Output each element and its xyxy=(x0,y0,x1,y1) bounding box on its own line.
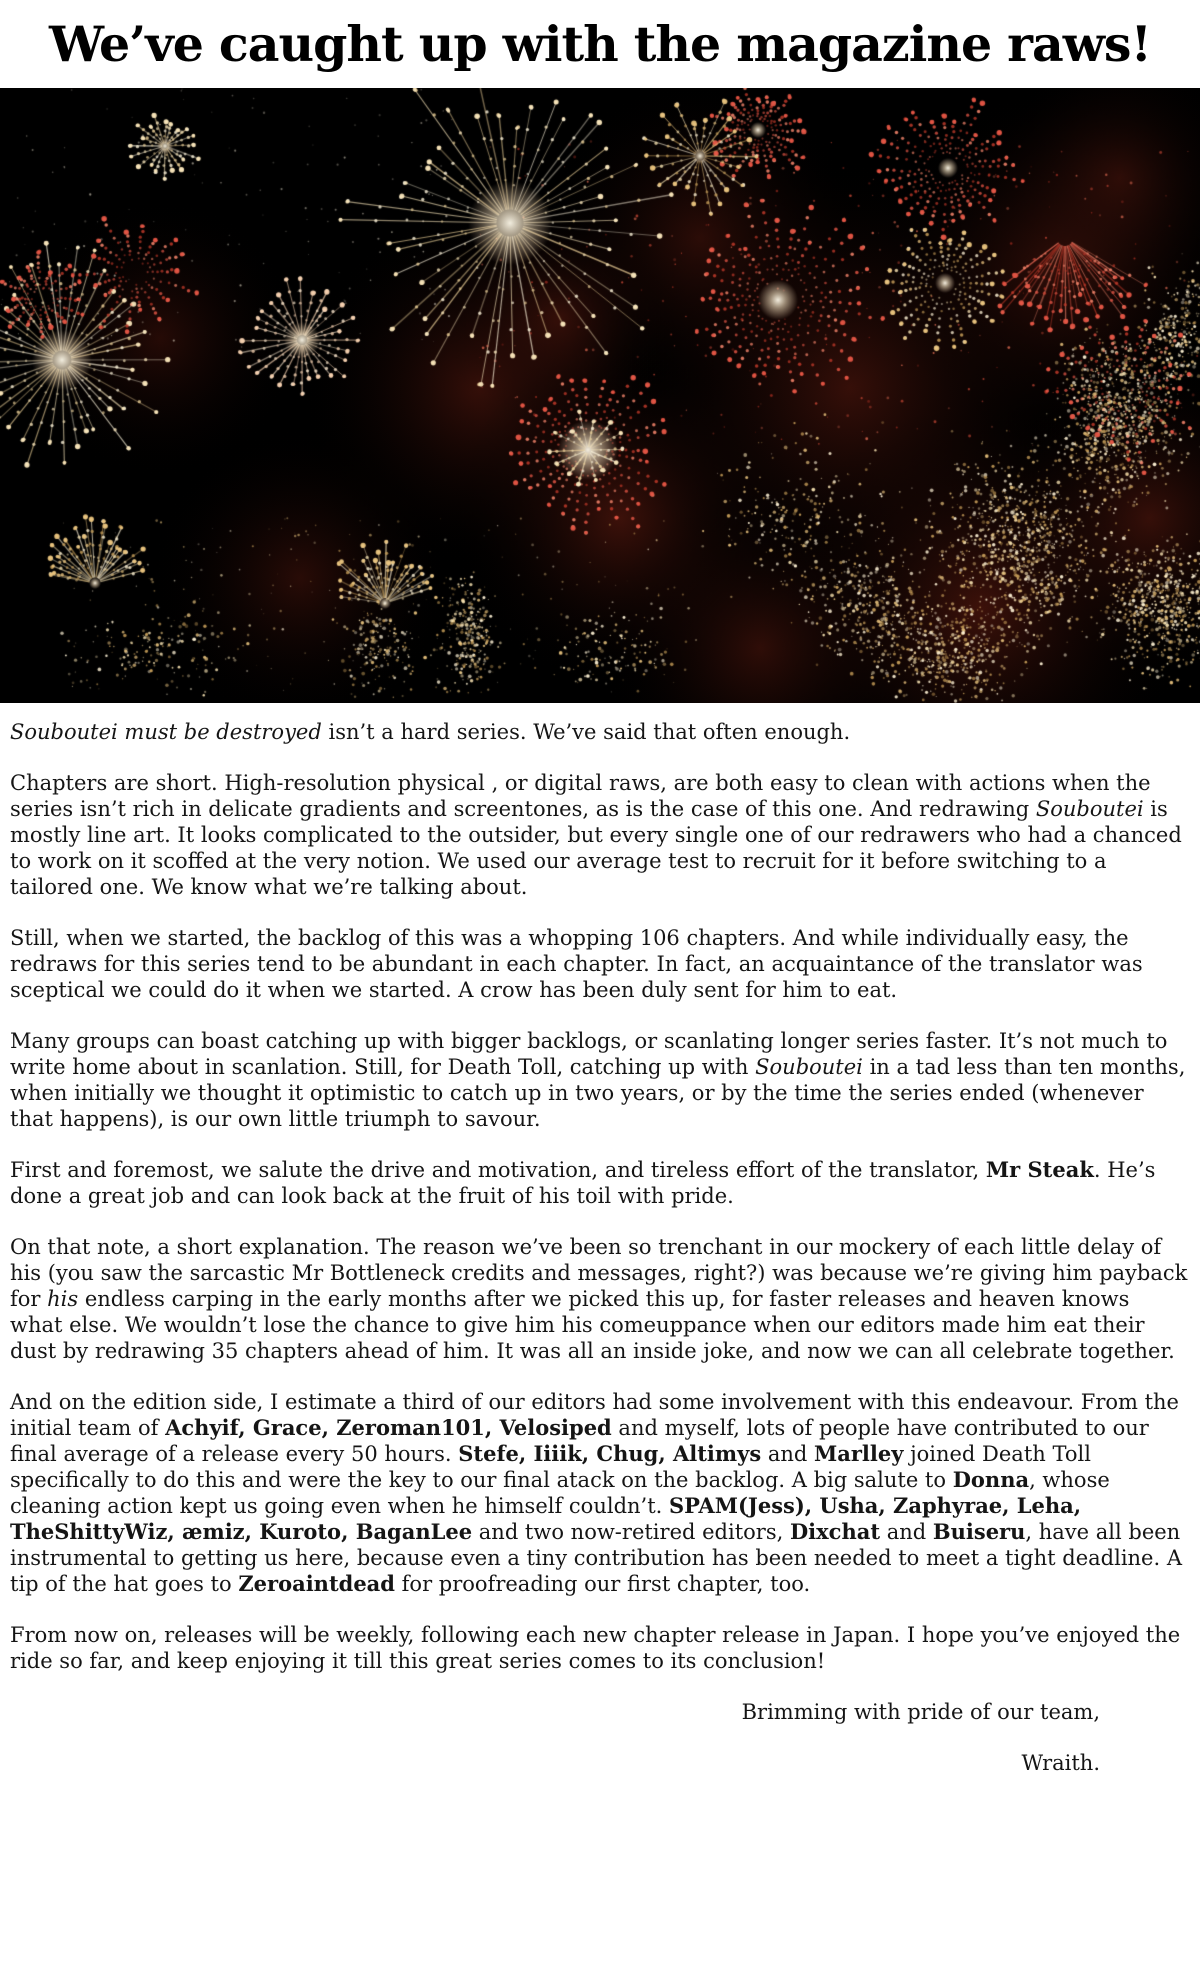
credited-names: Buiseru xyxy=(932,1519,1026,1544)
body-text: and myself, lots of people have contributed to our final average of a release every 50 hours. xyxy=(10,1416,1149,1466)
body-text: his xyxy=(47,1287,79,1311)
signature-author: Wraith. xyxy=(1021,1751,1100,1775)
body-text: Still, when we started, the backlog of this was a whopping 106 chapters. And while individually easy, the redraws for this series tend to be abundant in each chapter. In fact, an acquaintance of the translator was sceptical we could do it when we started. A crow has been duly sent for him to eat. xyxy=(10,926,1143,1002)
paragraph-7 xyxy=(10,1389,1188,1597)
credited-names: SPAM(Jess), Usha, Zaphyrae, Leha, TheShittyWiz, æmiz, Kuroto, BaganLee xyxy=(10,1493,1082,1544)
body-text: in a tad less than ten months, when initially we thought it optimistic to catch up in two years, or by the time the series ended (whenever that happens), is our own little triumph to savour. xyxy=(10,1055,1186,1131)
body-text: And on the edition side, I estimate a third of our editors had some involvement with this endeavour. From the initial team of xyxy=(10,1390,1179,1440)
body-text: Souboutei must be destroyed xyxy=(10,720,322,744)
body-text: and xyxy=(880,1520,933,1544)
body-text: and xyxy=(761,1442,814,1466)
body-text: isn’t a hard series. We’ve said that often enough. xyxy=(321,720,851,744)
body-text: Many groups can boast catching up with bigger backlogs, or scanlating longer series faster. It’s not much to write home about in scanlation. Still, for Death Toll, catching up with xyxy=(10,1029,1168,1079)
body-text: From now on, releases will be weekly, following each new chapter release in Japan. I hope you’ve enjoyed the ride so far, and keep enjoying it till this great series comes to its conclusion! xyxy=(10,1623,1181,1673)
body-text: , have all been instrumental to getting us here, because even a tiny contribution has been needed to meet a tight deadline. A tip of the hat goes to xyxy=(10,1520,1183,1596)
paragraph-6 xyxy=(10,1234,1188,1364)
paragraph-8 xyxy=(10,1622,1188,1674)
credited-names: Zeroaintdead xyxy=(238,1571,395,1596)
paragraph-1 xyxy=(10,719,1188,745)
page-title: We’ve caught up with the magazine raws! xyxy=(48,15,1152,73)
credited-names: Dixchat xyxy=(789,1519,881,1544)
body-text: First and foremost, we salute the drive and motivation, and tireless effort of the translator, xyxy=(10,1158,986,1182)
fireworks-photo xyxy=(0,88,1200,703)
body-text: Souboutei xyxy=(1035,797,1144,821)
credited-names: Mr Steak xyxy=(985,1157,1094,1182)
announcement-body xyxy=(0,703,1200,1776)
body-text: and two now-retired editors, xyxy=(472,1520,790,1544)
body-text: for proofreading our first chapter, too. xyxy=(394,1572,811,1596)
body-text: . He’s done a great job and can look back at the fruit of his toil with pride. xyxy=(10,1158,1156,1208)
credited-names: Achyif, Grace, Zeroman101, Velosiped xyxy=(165,1415,612,1440)
body-text: , whose cleaning action kept us going even when he himself couldn’t. xyxy=(10,1468,1110,1518)
credited-names: Stefe, Iiiik, Chug, Altimys xyxy=(458,1441,762,1466)
signature-line: Brimming with pride of our team, xyxy=(741,1700,1100,1724)
credited-names: Donna xyxy=(952,1467,1030,1492)
body-text: On that note, a short explanation. The reason we’ve been so trenchant in our mockery of each little delay of his (you saw the sarcastic Mr Bottleneck credits and messages, right?) was because we’re giving him payback for xyxy=(10,1235,1188,1311)
body-text: endless carping in the early months after we picked this up, for faster releases and heaven knows what else. We wouldn’t lose the chance to give him his comeuppance when our editors made him eat their dust by redrawing 35 chapters ahead of him. It was all an inside joke, and now we can all celebrate together. xyxy=(10,1287,1175,1363)
paragraph-5 xyxy=(10,1157,1188,1209)
body-text: Chapters are short. High-resolution physical , or digital raws, are both easy to clean with actions when the series isn’t rich in delicate gradients and screentones, as is the case of this one. And redrawing xyxy=(10,771,1151,821)
body-text: Souboutei xyxy=(755,1055,863,1079)
paragraph-2 xyxy=(10,770,1188,900)
paragraph-4 xyxy=(10,1028,1188,1132)
paragraph-3 xyxy=(10,925,1188,1003)
body-text: is mostly line art. It looks complicated to the outsider, but every single one of our redrawers who had a chanced to work on it scoffed at the very notion. We used our average test to recruit for it before switching to a tailored one. We know what we’re talking about. xyxy=(10,797,1182,899)
masthead xyxy=(0,0,1200,88)
body-text: joined Death Toll specifically to do this and were the key to our final atack on the backlog. A big salute to xyxy=(10,1442,1091,1492)
credited-names: Marlley xyxy=(813,1441,904,1466)
